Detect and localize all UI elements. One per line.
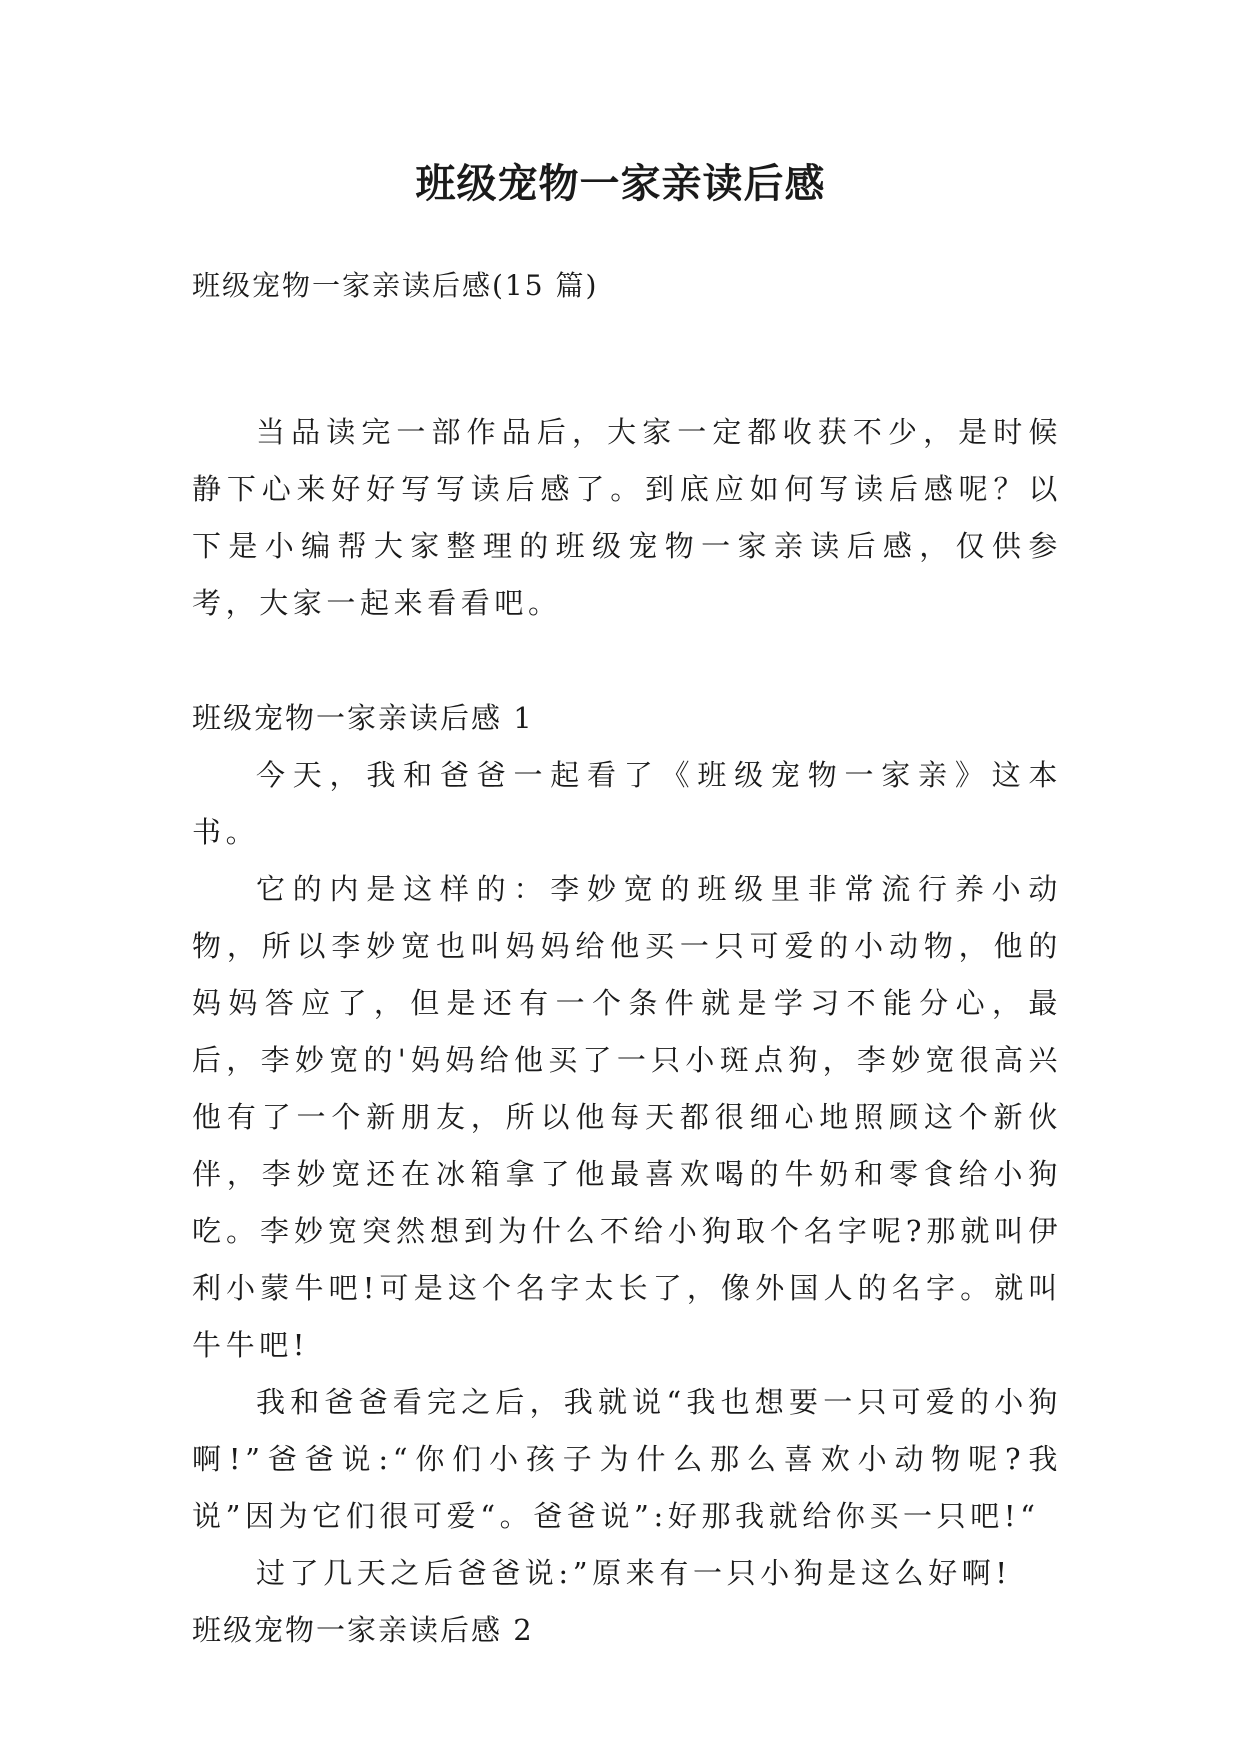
section1-paragraph-2: 它的内是这样的：李妙宽的班级里非常流行养小动物，所以李妙宽也叫妈妈给他买一只可爱的小动物，他的妈妈答应了，但是还有一个条件就是学习不能分心，最后，李妙宽的'妈妈给他买了一只小斑点狗，李妙宽很高兴他有了一个新朋友，所以他每天都很细心地照顾这个新伙伴，李妙宽还在冰箱拿了他最喜欢喝的牛奶和零食给小狗吃。李妙宽突然想到为什么不给小狗取个名字呢?那就叫伊利小蒙牛吧!可是这个名字太长了，像外国人的名字。就叫牛牛吧! (192, 872, 1062, 1362)
section1-paragraph-3: 我和爸爸看完之后，我就说“我也想要一只可爱的小狗啊!”爸爸说:“你们小孩子为什么那么喜欢小动物呢?我说”因为它们很可爱“。爸爸说”:好那我就给你买一只吧!“ (192, 1385, 1062, 1533)
intro-section (192, 404, 1062, 632)
section1-paragraph-4: 过了几天之后爸爸说:”原来有一只小狗是这么好啊! (256, 1556, 1012, 1590)
document-subtitle: 班级宠物一家亲读后感(15 篇) (192, 269, 599, 302)
section-heading-1: 班级宠物一家亲读后感 1 (192, 701, 534, 735)
section1-paragraph-1: 今天，我和爸爸一起看了《班级宠物一家亲》这本书。 (192, 758, 1062, 849)
document-title: 班级宠物一家亲读后感 (415, 160, 826, 207)
section-heading-2: 班级宠物一家亲读后感 2 (192, 1613, 534, 1647)
intro-paragraph: 当品读完一部作品后，大家一定都收获不少，是时候静下心来好好写写读后感了。到底应如何写读后感呢？以下是小编帮大家整理的班级宠物一家亲读后感，仅供参考，大家一起来看看吧。 (192, 415, 1062, 620)
essay-section-1 (192, 690, 1062, 1659)
